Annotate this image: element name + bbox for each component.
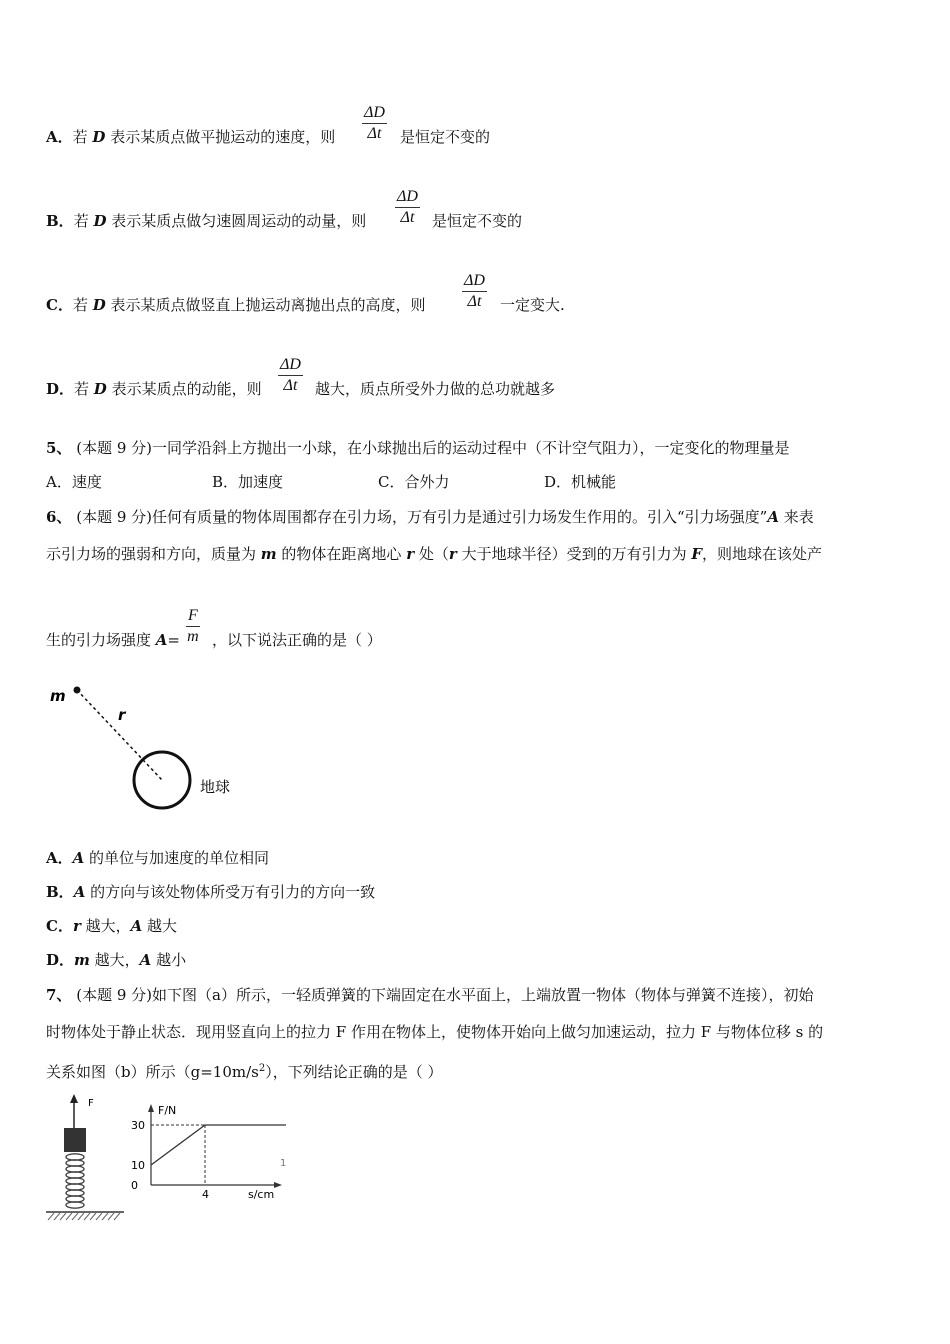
q4-option-d-tail: 越大，质点所受外力做的总功就越多	[315, 380, 556, 398]
y-tick-label: 10	[131, 1159, 145, 1172]
q4-option-c-fraction: $\frac{\Delta D}{\Delta t}$	[464, 272, 485, 310]
x-axis-label: s/cm	[248, 1188, 275, 1201]
q6-fraction: $\frac{F}{m}$	[187, 607, 199, 645]
distance-line	[77, 690, 162, 780]
q6-option-b: B．A 的方向与该处物体所受万有引力的方向一致	[46, 883, 376, 901]
q6-option-a: A．A 的单位与加速度的单位相同	[46, 849, 270, 867]
force-arrow-head	[70, 1094, 78, 1103]
q7-spring-figure	[44, 1092, 128, 1224]
q7-stem-line1: 7、 (本题 9 分)如下图（a）所示，一轻质弹簧的下端固定在水平面上，上端放置一物体（物体与弹簧不连接），初始	[46, 986, 814, 1004]
y-tick-label: 30	[131, 1119, 145, 1132]
q5-option-d: D．机械能	[544, 473, 617, 491]
q5-option-c: C．合外力	[378, 473, 450, 491]
ground-hatching	[48, 1213, 120, 1220]
q6-stem-line3: 生的引力场强度 A=	[46, 631, 180, 649]
q4-option-b: B．若 D 表示某质点做匀速圆周运动的动量，则	[46, 212, 367, 230]
q4-option-a-tail: 是恒定不变的	[400, 128, 491, 146]
q6-stem-line1: 6、 (本题 9 分)任何有质量的物体周围都存在引力场，万有引力是通过引力场发生作用的。引入“引力场强度”A 来表	[46, 508, 814, 526]
q4-option-c-tail: 一定变大.	[500, 296, 565, 314]
q7-force-displacement-chart	[126, 1100, 296, 1212]
q6-option-c: C．r 越大，A 越大	[46, 917, 178, 935]
q7-stem-line2: 时物体处于静止状态．现用竖直向上的拉力 F 作用在物体上，使物体开始向上做匀加速运动，拉力 F 与物体位移 s 的	[46, 1023, 824, 1041]
q5-option-a: A．速度	[46, 473, 102, 491]
q4-option-b-fraction: $\frac{\Delta D}{\Delta t}$	[397, 188, 418, 226]
q6-earth-figure	[40, 680, 250, 820]
x-axis-arrow	[274, 1182, 282, 1188]
mass-label: m	[50, 687, 66, 705]
q4-option-d: D．若 D 表示某质点的动能，则	[46, 380, 262, 398]
q6-stem-line3-tail: ，以下说法正确的是（ ）	[212, 631, 382, 649]
q7-stem-line3: 关系如图（b）所示$(g=10m/s^2)$，下列结论正确的是（ ）	[46, 1063, 443, 1081]
earth-label: 地球	[200, 778, 231, 796]
q6-option-d: D．m 越大，A 越小	[46, 951, 187, 969]
stray-mark: 1	[280, 1158, 287, 1169]
y-axis-label: F/N	[158, 1104, 177, 1117]
x-tick-label: 4	[202, 1188, 209, 1201]
q4-option-a-fraction: $\frac{\Delta D}{\Delta t}$	[364, 104, 385, 142]
q5-option-b: B．加速度	[212, 473, 284, 491]
q4-option-c: C．若 D 表示某质点做竖直上抛运动离抛出点的高度，则	[46, 296, 426, 314]
q4-option-a: A．若 D 表示某质点做平抛运动的速度，则	[46, 128, 336, 146]
force-label: F	[88, 1098, 94, 1109]
y-axis-arrow	[148, 1104, 154, 1112]
distance-label: r	[118, 706, 126, 724]
q5-stem: 5、 (本题 9 分)一同学沿斜上方抛出一小球，在小球抛出后的运动过程中（不计空气阻力），一定变化的物理量是	[46, 439, 790, 457]
spring-coil	[66, 1154, 84, 1208]
block	[64, 1128, 86, 1152]
y-tick-label: 0	[131, 1179, 138, 1192]
q6-stem-line2: 示引力场的强弱和方向，质量为 m 的物体在距离地心 r 处（r 大于地球半径）受到的万有引力为 F，则地球在该处产	[46, 545, 823, 563]
q4-option-d-fraction: $\frac{\Delta D}{\Delta t}$	[280, 356, 301, 394]
q4-option-b-tail: 是恒定不变的	[432, 212, 523, 230]
force-series-line	[151, 1125, 286, 1165]
